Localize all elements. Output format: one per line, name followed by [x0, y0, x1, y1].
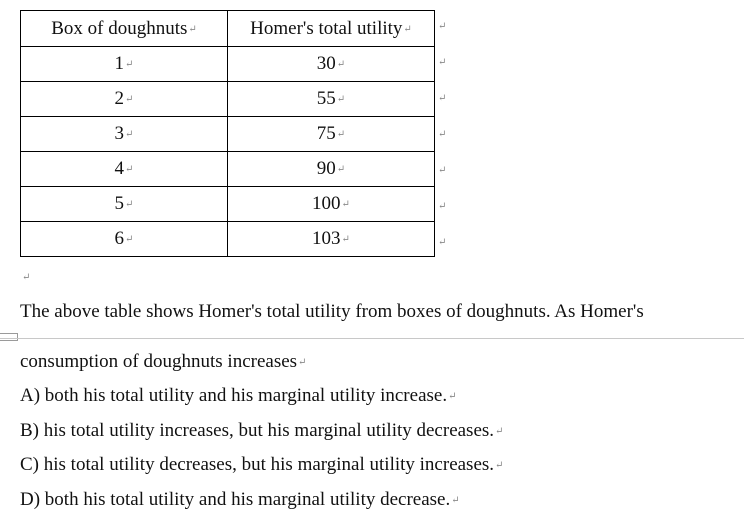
cell-value: 75 [316, 123, 336, 144]
cell-value: 103 [312, 228, 341, 249]
cell-end-mark: ↵ [336, 59, 346, 71]
cell-end-mark: ↵ [336, 164, 346, 176]
cell-end-mark: ↵ [336, 129, 346, 141]
option-d [20, 489, 460, 511]
row-end-mark: ↵ [438, 237, 447, 248]
cell-end-mark: ↵ [341, 199, 350, 211]
cell-boxes [21, 47, 228, 82]
cell-value: 3 [114, 123, 125, 144]
cell-value: 6 [114, 228, 125, 249]
cell-end-mark: ↵ [125, 129, 134, 141]
header-total-utility [228, 11, 435, 47]
cell-end-mark: ↵ [336, 94, 346, 106]
table-row [21, 222, 435, 257]
cell-boxes [21, 82, 228, 117]
cell-utility [228, 82, 435, 117]
option-text: A) both his total utility and his marginal utility increase. [20, 385, 448, 406]
table-row [21, 152, 435, 187]
cell-utility [228, 222, 435, 257]
cell-end-mark: ↵ [125, 94, 134, 106]
table-row [21, 187, 435, 222]
cell-value: 55 [316, 88, 336, 109]
page-break-handle[interactable] [0, 333, 18, 341]
cell-boxes [21, 222, 228, 257]
cell-utility [228, 117, 435, 152]
table-header-row [21, 11, 435, 47]
paragraph-mark: ↵ [495, 460, 504, 472]
cell-end-mark: ↵ [188, 23, 197, 35]
option-b [20, 420, 503, 442]
cell-value: 1 [114, 53, 125, 74]
header-box-of-doughnuts [21, 11, 228, 47]
option-text: B) his total utility increases, but his marginal utility decreases. [20, 420, 495, 441]
utility-table [20, 10, 435, 257]
table-row [21, 47, 435, 82]
cell-end-mark: ↵ [125, 59, 134, 71]
page-break-divider [0, 338, 744, 339]
cell-value: 5 [114, 193, 125, 214]
question-stem-line-1: The above table shows Homer's total utility from boxes of doughnuts. As Homer's [20, 301, 644, 322]
option-text: C) his total utility decreases, but his marginal utility increases. [20, 454, 495, 475]
cell-utility [228, 187, 435, 222]
empty-paragraph-mark: ↵ [22, 272, 31, 283]
row-end-mark: ↵ [438, 93, 447, 104]
cell-end-mark: ↵ [341, 234, 350, 246]
cell-end-mark: ↵ [125, 199, 134, 211]
table-row [21, 117, 435, 152]
row-end-mark: ↵ [438, 21, 447, 32]
question-stem-text: consumption of doughnuts increases [20, 351, 298, 372]
paragraph-mark: ↵ [495, 426, 504, 438]
option-c [20, 454, 503, 476]
cell-value: 30 [316, 53, 336, 74]
row-end-mark: ↵ [438, 201, 447, 212]
cell-boxes [21, 117, 228, 152]
cell-utility [228, 152, 435, 187]
question-stem-line-2 [20, 351, 306, 373]
option-text: D) both his total utility and his marginal utility decrease. [20, 489, 451, 510]
cell-value: 2 [114, 88, 125, 109]
cell-boxes [21, 187, 228, 222]
row-end-mark: ↵ [438, 165, 447, 176]
paragraph-mark: ↵ [298, 357, 307, 369]
header-label: Homer's total utility [250, 17, 403, 39]
cell-utility [228, 47, 435, 82]
header-label: Box of doughnuts [51, 17, 188, 39]
cell-value: 100 [312, 193, 341, 214]
cell-value: 4 [114, 158, 125, 179]
paragraph-mark: ↵ [448, 391, 457, 403]
cell-end-mark: ↵ [403, 23, 412, 35]
table-row [21, 82, 435, 117]
cell-end-mark: ↵ [125, 164, 134, 176]
cell-end-mark: ↵ [125, 234, 134, 246]
row-end-mark: ↵ [438, 57, 447, 68]
paragraph-mark: ↵ [451, 495, 460, 507]
option-a [20, 385, 456, 407]
cell-value: 90 [316, 158, 336, 179]
row-end-mark: ↵ [438, 129, 447, 140]
cell-boxes [21, 152, 228, 187]
